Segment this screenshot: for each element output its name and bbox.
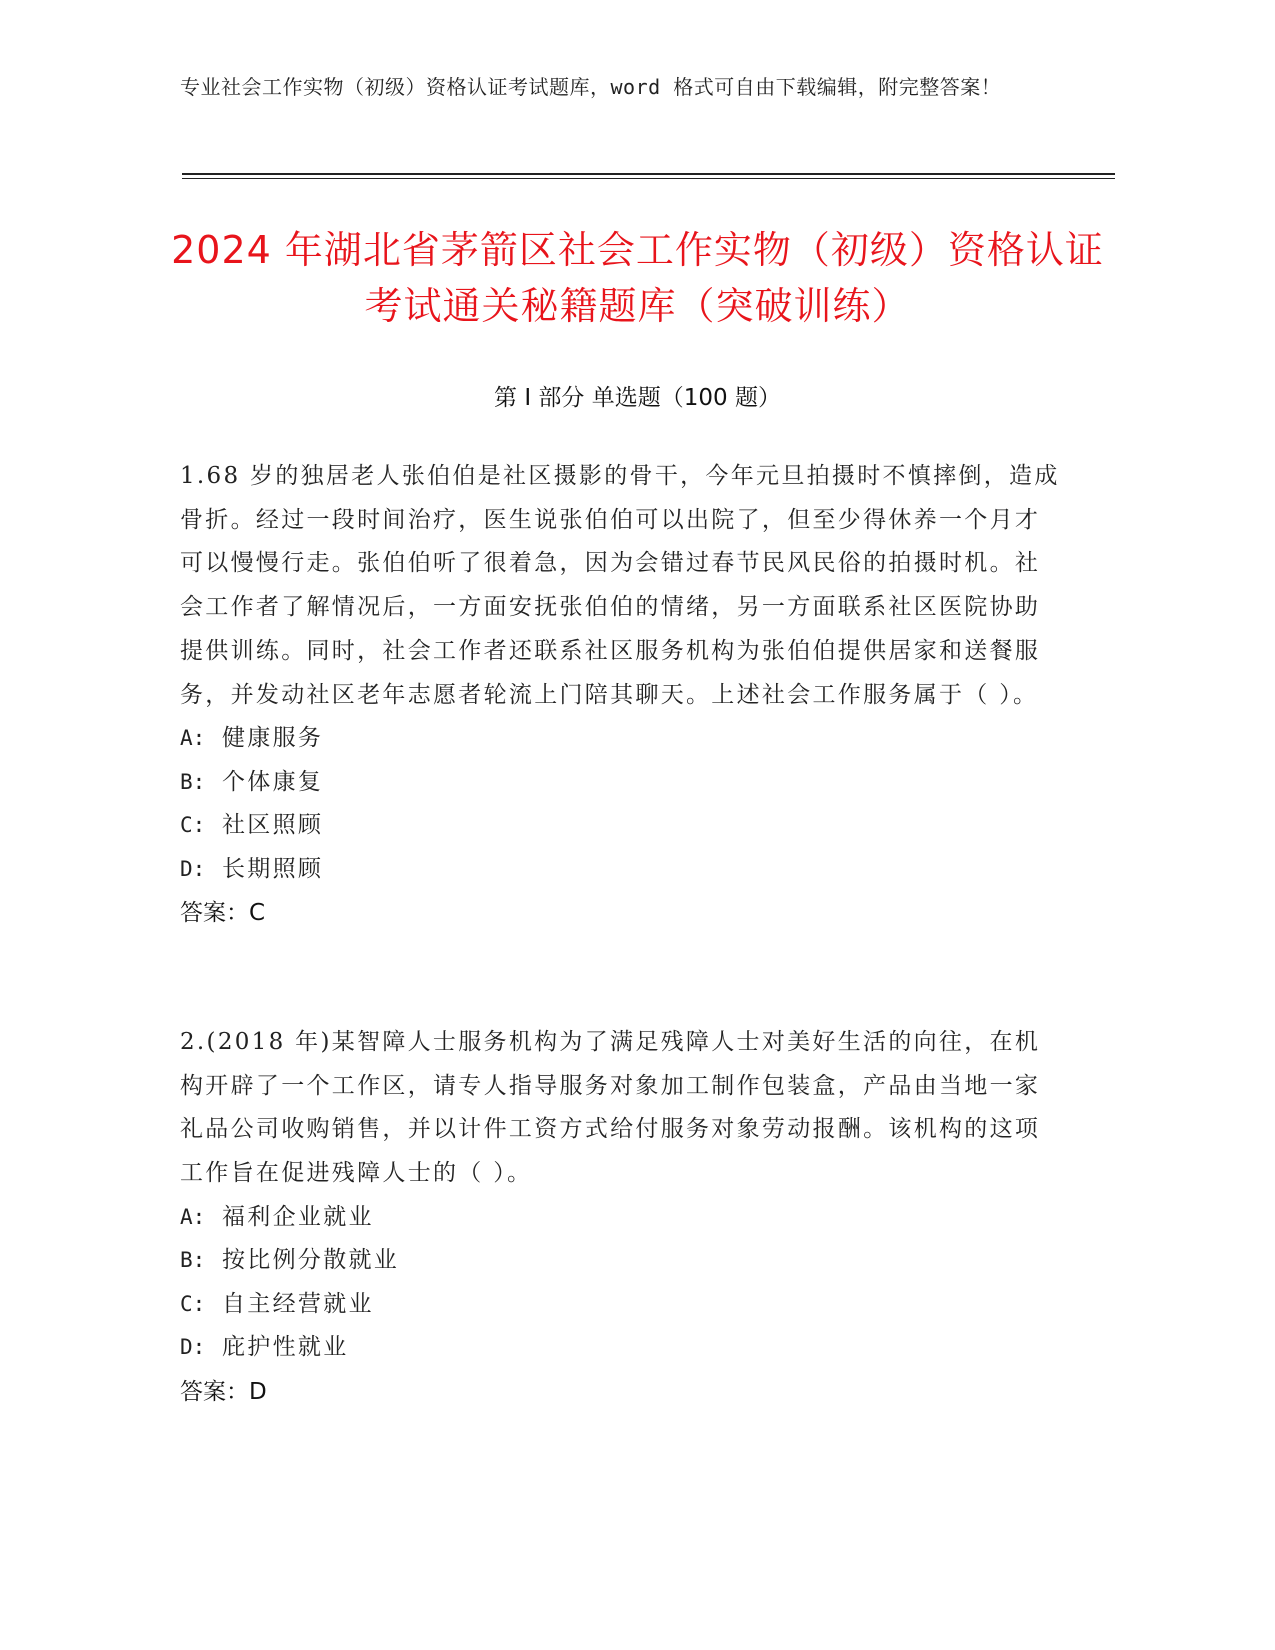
question-2 xyxy=(180,1021,1060,1414)
option-letter: D: xyxy=(180,1335,206,1360)
option-c xyxy=(180,804,1060,848)
option-text: 健康服务 xyxy=(222,725,324,752)
option-text: 福利企业就业 xyxy=(222,1203,374,1230)
option-letter: C: xyxy=(180,813,206,838)
option-a xyxy=(180,1196,1060,1240)
answer-line: 答案：D xyxy=(180,1378,267,1405)
option-letter: B: xyxy=(180,1248,206,1273)
header-note: 专业社会工作实物（初级）资格认证考试题库，word 格式可自由下载编辑，附完整答案！ xyxy=(180,75,1002,99)
question-stem: 2.(2018 年)某智障人士服务机构为了满足残障人士对美好生活的向往，在机构开辟了一个工作区，请专人指导服务对象加工制作包装盒，产品由当地一家礼品公司收购销售，并以计件工资方式给付服务对象劳动报酬。该机构的这项工作旨在促进残障人士的（ ）。 xyxy=(180,1029,1041,1187)
answer-line: 答案：C xyxy=(180,900,266,927)
option-c xyxy=(180,1283,1060,1327)
option-text: 社区照顾 xyxy=(222,812,324,839)
option-letter: D: xyxy=(180,856,206,881)
document-title: 2024 年湖北省茅箭区社会工作实物（初级）资格认证考试通关秘籍题库（突破训练） xyxy=(171,228,1104,328)
header-divider xyxy=(182,173,1115,175)
option-text: 个体康复 xyxy=(222,768,324,795)
option-letter: B: xyxy=(180,769,206,794)
question-stem: 1.68 岁的独居老人张伯伯是社区摄影的骨干，今年元旦拍摄时不慎摔倒，造成骨折。经过一段时间治疗，医生说张伯伯可以出院了，但至少得休养一个月才可以慢慢行走。张伯伯听了很着急，因为会错过春节民风民俗的拍摄时机。社会工作者了解情况后，一方面安抚张伯伯的情绪，另一方面联系社区医院协助提供训练。同时，社会工作者还联系社区服务机构为张伯伯提供居家和送餐服务，并发动社区老年志愿者轮流上门陪其聊天。上述社会工作服务属于（ ）。 xyxy=(180,463,1060,708)
option-letter: C: xyxy=(180,1291,206,1316)
option-d xyxy=(180,848,1060,892)
option-d xyxy=(180,1326,1060,1370)
option-a xyxy=(180,717,1060,761)
option-text: 按比例分散就业 xyxy=(222,1247,400,1274)
header-divider-thin xyxy=(182,178,1115,179)
option-b xyxy=(180,761,1060,805)
option-text: 长期照顾 xyxy=(222,855,324,882)
option-text: 自主经营就业 xyxy=(222,1290,374,1317)
option-letter: A: xyxy=(180,1204,206,1229)
option-letter: A: xyxy=(180,726,206,751)
section-heading: 第 I 部分 单选题（100 题） xyxy=(494,385,781,411)
option-b xyxy=(180,1239,1060,1283)
option-text: 庇护性就业 xyxy=(222,1334,349,1361)
question-1 xyxy=(180,455,1060,935)
